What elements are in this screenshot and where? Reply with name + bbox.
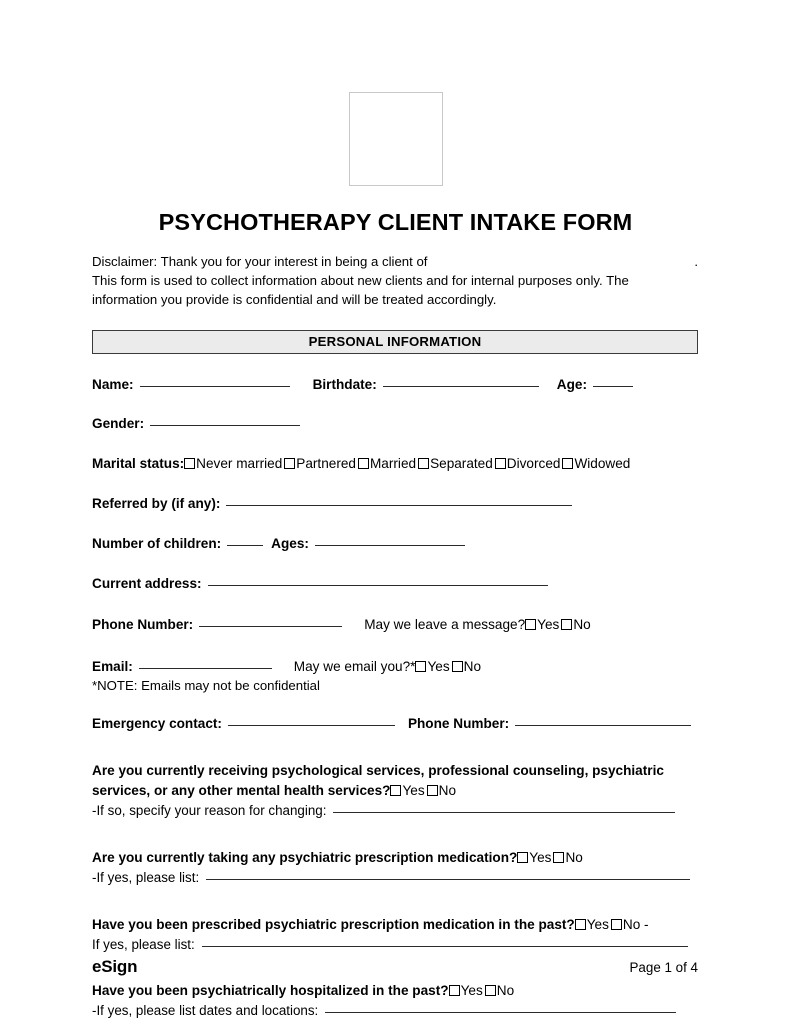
- disclaimer-line-2: This form is used to collect information about new clients and for internal purposes only. The: [92, 273, 629, 289]
- referred-by-input[interactable]: [226, 505, 572, 506]
- label-past-medication-yes: Yes: [586, 916, 609, 932]
- checkbox-leave-message-yes[interactable]: [525, 619, 536, 630]
- page-number: Page 1 of 4: [629, 960, 698, 975]
- checkbox-widowed[interactable]: [562, 458, 573, 469]
- question-1-line-1: Are you currently receiving psychological services, professional counseling, psychiatric: [92, 762, 664, 778]
- label-age: Age:: [556, 376, 587, 392]
- label-may-we-leave-a-message: May we leave a message?: [364, 616, 526, 632]
- question-1-sub-row: [92, 801, 698, 821]
- emergency-contact-input[interactable]: [228, 725, 395, 726]
- label-emergency-phone-number: Phone Number:: [407, 715, 510, 731]
- row-name-birthdate-age: [92, 376, 698, 393]
- label-email: Email:: [92, 658, 133, 674]
- label-current-services-yes: Yes: [402, 782, 425, 798]
- checkbox-current-services-yes[interactable]: [390, 785, 401, 796]
- email-input[interactable]: [139, 668, 272, 669]
- question-4-sub-label: -If yes, please list dates and locations:: [92, 1002, 319, 1018]
- gender-input[interactable]: [150, 425, 300, 426]
- checkbox-past-medication-no[interactable]: [611, 919, 622, 930]
- section-header-label: PERSONAL INFORMATION: [308, 334, 482, 350]
- row-children-ages: [92, 535, 698, 552]
- question-current-medication: [92, 848, 698, 888]
- label-leave-message-yes: Yes: [537, 616, 560, 632]
- question-1-answer-row: [92, 781, 698, 801]
- checkbox-never-married[interactable]: [184, 458, 195, 469]
- label-ages: Ages:: [271, 535, 309, 551]
- checkbox-current-services-no[interactable]: [427, 785, 438, 796]
- label-birthdate: Birthdate:: [312, 376, 377, 392]
- logo-area: [0, 92, 791, 186]
- checkbox-leave-message-no[interactable]: [561, 619, 572, 630]
- question-past-hospitalization: [92, 981, 698, 1021]
- disclaimer-trailing-period: .: [694, 254, 698, 269]
- row-marital-status: [92, 455, 698, 472]
- age-input[interactable]: [593, 386, 633, 387]
- label-never-married: Never married: [196, 455, 283, 471]
- label-widowed: Widowed: [574, 455, 631, 471]
- form-content: [92, 252, 698, 1021]
- label-divorced: Divorced: [506, 455, 561, 471]
- row-gender: [92, 415, 698, 432]
- label-past-hospitalization-yes: Yes: [460, 982, 483, 998]
- label-current-address: Current address:: [92, 575, 202, 591]
- label-past-medication-no: No -: [622, 916, 649, 932]
- question-4-sub-row: [92, 1001, 698, 1021]
- checkbox-past-hospitalization-no[interactable]: [485, 985, 496, 996]
- label-emergency-contact: Emergency contact:: [92, 715, 222, 731]
- question-3-line-1: Have you been prescribed psychiatric prescription medication in the past?: [92, 916, 575, 932]
- label-leave-message-no: No: [573, 616, 591, 632]
- question-3-list-input[interactable]: [202, 946, 688, 947]
- ages-input[interactable]: [315, 545, 465, 546]
- logo-placeholder-box: [349, 92, 443, 186]
- label-phone-number: Phone Number:: [92, 616, 194, 632]
- question-1-line-2: services, or any other mental health services?: [92, 782, 391, 798]
- number-of-children-input[interactable]: [227, 545, 263, 546]
- disclaimer: [92, 252, 698, 310]
- row-email-note: [92, 677, 698, 694]
- question-3-sub-row: [92, 935, 698, 955]
- checkbox-past-medication-yes[interactable]: [575, 919, 586, 930]
- label-partnered: Partnered: [296, 455, 356, 471]
- question-2-sub-label: -If yes, please list:: [92, 869, 200, 885]
- row-emergency-contact: [92, 715, 698, 732]
- question-2-sub-row: [92, 868, 698, 888]
- row-email: [92, 658, 698, 675]
- brand-logo-esign: eSign: [92, 957, 138, 976]
- question-4-line-1: Have you been psychiatrically hospitalized in the past?: [92, 982, 449, 998]
- row-current-address: [92, 575, 698, 592]
- label-number-of-children: Number of children:: [92, 535, 222, 551]
- name-input[interactable]: [140, 386, 290, 387]
- label-may-email-no: No: [463, 658, 482, 674]
- question-1-text: [92, 761, 698, 781]
- question-1-reason-input[interactable]: [333, 812, 675, 813]
- current-address-input[interactable]: [208, 585, 548, 586]
- checkbox-past-hospitalization-yes[interactable]: [449, 985, 460, 996]
- page-footer: [92, 957, 698, 977]
- label-marital-status: Marital status:: [92, 455, 185, 471]
- checkbox-separated[interactable]: [418, 458, 429, 469]
- row-phone-number: [92, 616, 698, 633]
- question-3-answer-row: [92, 915, 698, 935]
- section-header-personal-information: [92, 330, 698, 354]
- checkbox-married[interactable]: [358, 458, 369, 469]
- label-may-we-email-you: May we email you?*: [293, 658, 416, 674]
- phone-number-input[interactable]: [199, 626, 342, 627]
- question-2-list-input[interactable]: [206, 879, 690, 880]
- checkbox-current-medication-yes[interactable]: [517, 852, 528, 863]
- question-current-services: [92, 761, 698, 821]
- emergency-phone-input[interactable]: [515, 725, 691, 726]
- label-separated: Separated: [430, 455, 493, 471]
- label-current-medication-no: No: [565, 849, 583, 865]
- disclaimer-text-1: Disclaimer: Thank you for your interest in being a client of: [92, 254, 428, 269]
- question-3-sub-label: If yes, please list:: [92, 936, 195, 952]
- checkbox-may-email-yes[interactable]: [415, 661, 426, 672]
- label-current-services-no: No: [438, 782, 457, 798]
- question-past-medication: [92, 915, 698, 955]
- label-current-medication-yes: Yes: [529, 849, 552, 865]
- label-gender: Gender:: [92, 415, 145, 431]
- label-name: Name:: [92, 376, 134, 392]
- question-1-sub-label: -If so, specify your reason for changing:: [92, 802, 327, 818]
- question-4-dates-locations-input[interactable]: [325, 1012, 676, 1013]
- checkbox-current-medication-no[interactable]: [553, 852, 564, 863]
- email-confidentiality-note: *NOTE: Emails may not be confidential: [92, 677, 320, 693]
- question-2-line-1: Are you currently taking any psychiatric prescription medication?: [92, 849, 518, 865]
- page-title: PSYCHOTHERAPY CLIENT INTAKE FORM: [158, 209, 633, 235]
- checkbox-may-email-no[interactable]: [452, 661, 463, 672]
- question-2-answer-row: [92, 848, 698, 868]
- checkbox-divorced[interactable]: [495, 458, 506, 469]
- row-referred-by: [92, 495, 698, 512]
- checkbox-partnered[interactable]: [284, 458, 295, 469]
- disclaimer-line-3: information you provide is confidential and will be treated accordingly.: [92, 292, 497, 308]
- disclaimer-line-1: [92, 252, 698, 271]
- label-married: Married: [369, 455, 417, 471]
- label-may-email-yes: Yes: [427, 658, 450, 674]
- question-4-answer-row: [92, 981, 698, 1001]
- birthdate-input[interactable]: [383, 386, 539, 387]
- label-past-hospitalization-no: No: [496, 982, 515, 998]
- label-referred-by: Referred by (if any):: [92, 495, 221, 511]
